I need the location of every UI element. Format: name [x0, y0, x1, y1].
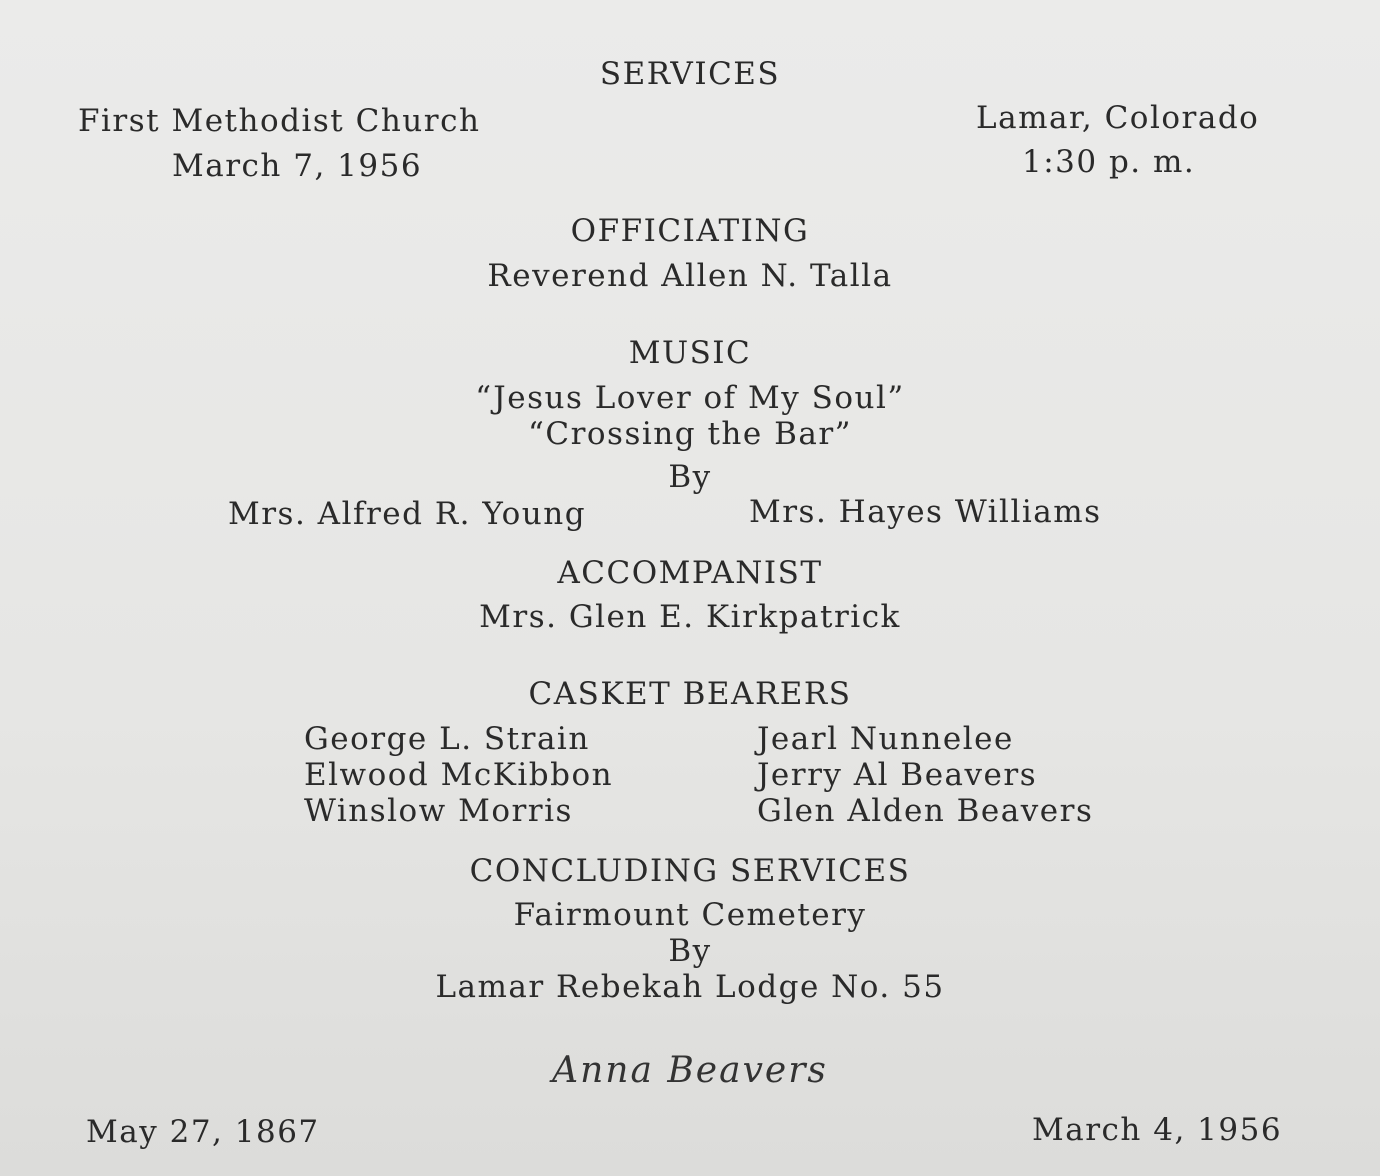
music-by: By — [668, 459, 712, 495]
casket-bearer: Jearl Nunnelee — [757, 721, 1014, 757]
casket-bearer: Glen Alden Beavers — [757, 793, 1094, 829]
music-heading: MUSIC — [628, 335, 752, 371]
accompanist-name: Mrs. Glen E. Kirkpatrick — [479, 599, 901, 635]
music-singer-2: Mrs. Hayes Williams — [749, 494, 1102, 530]
casket-bearer: Elwood McKibbon — [304, 757, 614, 793]
concluding-lodge: Lamar Rebekah Lodge No. 55 — [435, 969, 945, 1005]
casket-bearers-left-column — [304, 721, 613, 829]
casket-bearers-right-column — [757, 721, 1093, 829]
accompanist-heading: ACCOMPANIST — [557, 555, 823, 591]
concluding-by: By — [668, 933, 712, 969]
officiating-heading: OFFICIATING — [570, 213, 810, 249]
service-city: Lamar, Colorado — [976, 100, 1260, 136]
service-date: March 7, 1956 — [172, 148, 423, 184]
officiating-name: Reverend Allen N. Talla — [487, 258, 893, 294]
casket-bearer: Winslow Morris — [304, 793, 573, 829]
casket-bearers-heading: CASKET BEARERS — [528, 676, 852, 712]
casket-bearer: Jerry Al Beavers — [757, 757, 1038, 793]
service-place: First Methodist Church — [78, 103, 481, 139]
birth-date: May 27, 1867 — [86, 1114, 320, 1150]
deceased-name: Anna Beavers — [552, 1050, 828, 1091]
service-time: 1:30 p. m. — [1022, 144, 1196, 180]
concluding-place: Fairmount Cemetery — [513, 897, 867, 933]
services-heading: SERVICES — [599, 56, 781, 92]
casket-bearer: George L. Strain — [304, 721, 590, 757]
music-singer-1: Mrs. Alfred R. Young — [228, 496, 587, 532]
death-date: March 4, 1956 — [1032, 1112, 1283, 1148]
music-song-1: “Jesus Lover of My Soul” — [475, 380, 905, 416]
concluding-heading: CONCLUDING SERVICES — [469, 853, 911, 889]
music-song-2: “Crossing the Bar” — [528, 416, 852, 452]
